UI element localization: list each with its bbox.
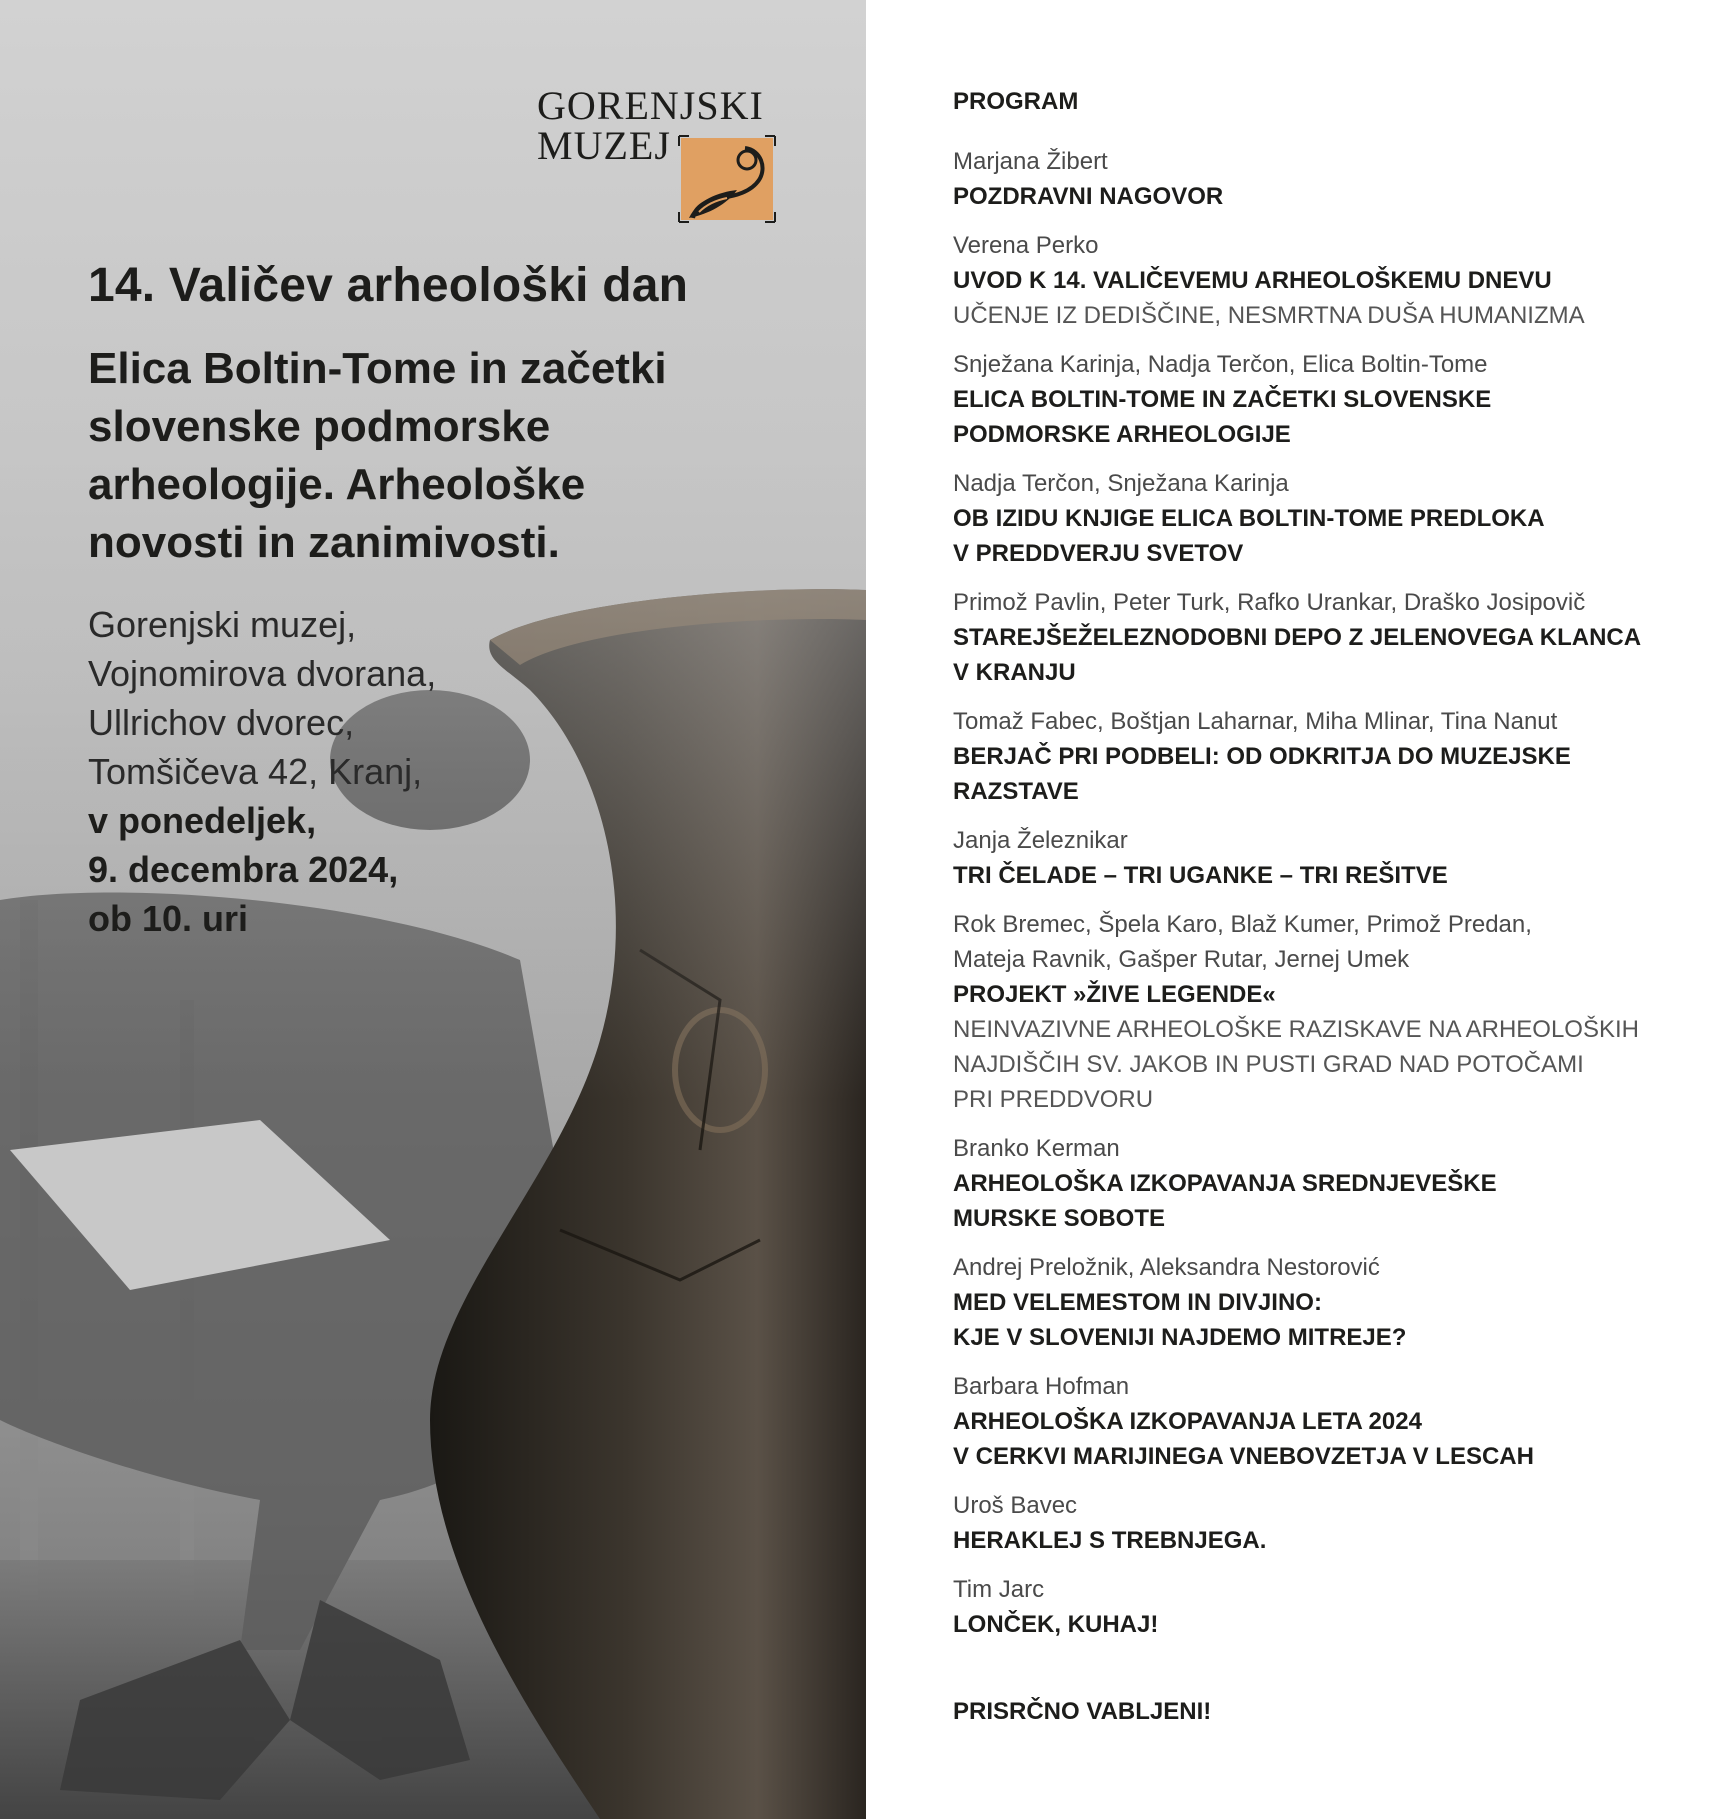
program-item-title: PODMORSKE ARHEOLOGIJE (953, 421, 1291, 448)
program-item-title: TRI ČELADE – TRI UGANKE – TRI REŠITVE (953, 862, 1448, 889)
program-item-author: Rok Bremec, Špela Karo, Blaž Kumer, Primož Predan, (953, 911, 1532, 938)
program-item-author: Primož Pavlin, Peter Turk, Rafko Urankar, Draško Josipovič (953, 589, 1586, 616)
program-item-subtitle: UČENJE IZ DEDIŠČINE, NESMRTNA DUŠA HUMANIZMA (953, 302, 1585, 329)
program-item-title: POZDRAVNI NAGOVOR (953, 183, 1224, 210)
program-item-title: ARHEOLOŠKA IZKOPAVANJA SREDNJEVEŠKE (953, 1170, 1497, 1197)
program-item (953, 1572, 1693, 1642)
program-item-title: RAZSTAVE (953, 778, 1079, 805)
program-item (953, 144, 1693, 214)
program-panel (953, 86, 1693, 1729)
event-subtitle (88, 340, 788, 572)
program-item-author: Tomaž Fabec, Boštjan Laharnar, Miha Mlinar, Tina Nanut (953, 708, 1558, 735)
subtitle-line: arheologije. Arheološke (88, 460, 586, 509)
program-item (953, 585, 1693, 690)
program-item-title: UVOD K 14. VALIČEVEMU ARHEOLOŠKEMU DNEVU (953, 267, 1552, 294)
program-item (953, 704, 1693, 809)
logo-line1: GORENJSKI (537, 83, 764, 128)
program-item (953, 1488, 1693, 1558)
program-item-subtitle: PRI PREDDVORU (953, 1086, 1154, 1113)
event-venue-details (88, 600, 588, 943)
program-item-author: Barbara Hofman (953, 1373, 1130, 1400)
program-item-subtitle: NAJDIŠČIH SV. JAKOB IN PUSTI GRAD NAD POTOČAMI (953, 1051, 1584, 1078)
date-line: 9. decembra 2024, (88, 849, 399, 890)
program-item-title: STAREJŠEŽELEZNODOBNI DEPO Z JELENOVEGA KLANCA (953, 624, 1642, 651)
event-title: 14. Valičev arheološki dan (88, 259, 689, 312)
logo-line2: MUZEJ (537, 123, 671, 168)
program-item-title: V PREDDVERJU SVETOV (953, 540, 1244, 567)
program-item (953, 1250, 1693, 1355)
program-item-title: ELICA BOLTIN-TOME IN ZAČETKI SLOVENSKE (953, 386, 1492, 413)
program-item (953, 466, 1693, 571)
museum-logo (537, 83, 787, 226)
program-item-title: BERJAČ PRI PODBELI: OD ODKRITJA DO MUZEJSKE (953, 743, 1571, 770)
program-item (953, 347, 1693, 452)
program-item-title: KJE V SLOVENIJI NAJDEMO MITREJE? (953, 1324, 1407, 1351)
program-item-title: ARHEOLOŠKA IZKOPAVANJA LETA 2024 (953, 1408, 1422, 1435)
program-item (953, 228, 1693, 333)
fibula-emblem-icon (677, 134, 777, 224)
program-item-author: Marjana Žibert (953, 148, 1108, 175)
subtitle-line: novosti in zanimivosti. (88, 518, 560, 567)
closing-invitation: PRISRČNO VABLJENI! (953, 1698, 1212, 1725)
program-item-title: LONČEK, KUHAJ! (953, 1611, 1159, 1638)
program-item-title: PROJEKT »ŽIVE LEGENDE« (953, 981, 1276, 1008)
program-item-author: Snježana Karinja, Nadja Terčon, Elica Boltin-Tome (953, 351, 1488, 378)
program-item-title: V KRANJU (953, 659, 1076, 686)
venue-line: Tomšičeva 42, Kranj, (88, 751, 423, 792)
program-list (953, 144, 1693, 1642)
program-heading: PROGRAM (953, 88, 1079, 115)
subtitle-line: slovenske podmorske (88, 402, 551, 451)
program-item (953, 907, 1693, 1117)
program-item (953, 823, 1693, 893)
program-item-author: Tim Jarc (953, 1576, 1045, 1603)
program-item-author: Andrej Preložnik, Aleksandra Nestorović (953, 1254, 1380, 1281)
date-line: v ponedeljek, (88, 800, 317, 841)
program-item-author: Verena Perko (953, 232, 1099, 259)
program-item-author: Uroš Bavec (953, 1492, 1078, 1519)
program-item-title: MURSKE SOBOTE (953, 1205, 1166, 1232)
program-item (953, 1131, 1693, 1236)
program-item-author: Nadja Terčon, Snježana Karinja (953, 470, 1289, 497)
venue-line: Vojnomirova dvorana, (88, 653, 437, 694)
poster-left-panel (0, 0, 866, 1819)
venue-line: Gorenjski muzej, (88, 604, 357, 645)
program-item (953, 1369, 1693, 1474)
program-item-title: HERAKLEJ S TREBNJEGA. (953, 1527, 1267, 1554)
program-item-title: V CERKVI MARIJINEGA VNEBOVZETJA V LESCAH (953, 1443, 1534, 1470)
program-item-author: Janja Železnikar (953, 827, 1128, 854)
program-item-title: OB IZIDU KNJIGE ELICA BOLTIN-TOME PREDLOKA (953, 505, 1545, 532)
subtitle-line: Elica Boltin-Tome in začetki (88, 344, 667, 393)
program-item-author: Mateja Ravnik, Gašper Rutar, Jernej Umek (953, 946, 1410, 973)
venue-line: Ullrichov dvorec, (88, 702, 355, 743)
program-item-title: MED VELEMESTOM IN DIVJINO: (953, 1289, 1322, 1316)
program-item-author: Branko Kerman (953, 1135, 1120, 1162)
program-item-subtitle: NEINVAZIVNE ARHEOLOŠKE RAZISKAVE NA ARHEOLOŠKIH (953, 1016, 1639, 1043)
date-line: ob 10. uri (88, 898, 249, 939)
